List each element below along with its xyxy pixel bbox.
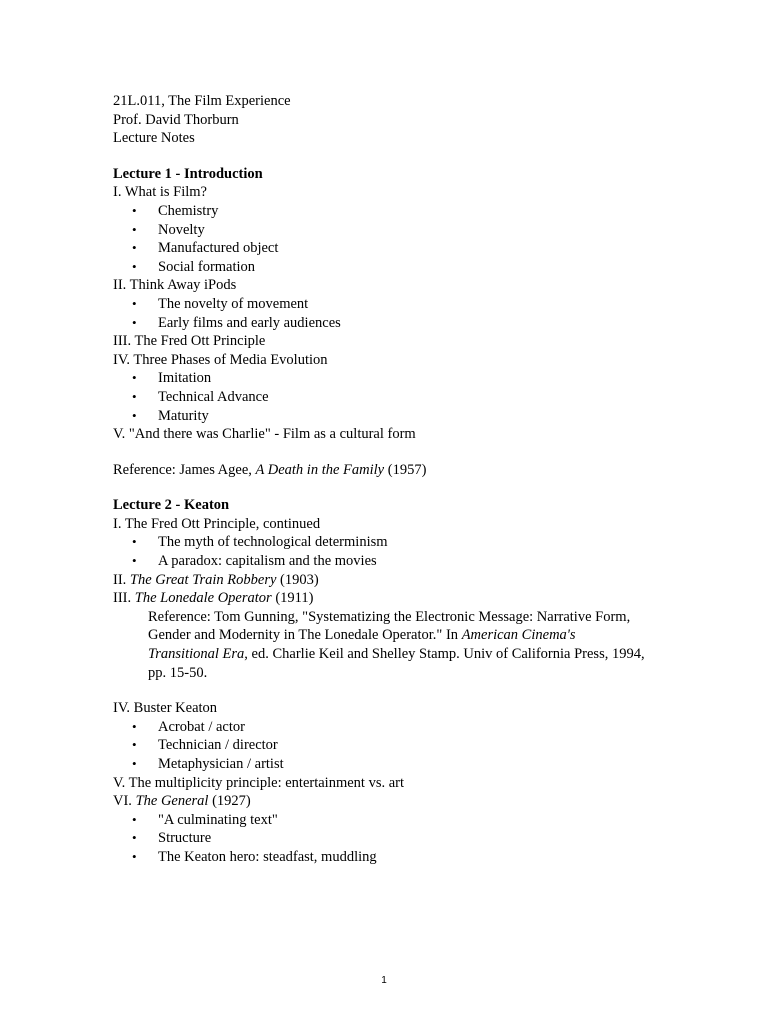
list-item: • Maturity: [132, 407, 209, 424]
bullet-icon: •: [132, 258, 137, 274]
bullet-icon: •: [132, 314, 137, 330]
list-item: • "A culminating text": [132, 811, 278, 828]
lecture-1-section-4: IV. Three Phases of Media Evolution: [113, 351, 328, 368]
bullet-icon: •: [132, 830, 137, 846]
list-item: • Metaphysician / artist: [132, 756, 284, 772]
document-content: [113, 92, 673, 867]
list-item: • Chemistry: [132, 202, 219, 219]
bullet-icon: •: [132, 240, 137, 256]
list-item: • A paradox: capitalism and the movies: [132, 553, 377, 570]
list-item: • Early films and early audiences: [132, 314, 341, 331]
bullet-icon: •: [132, 756, 137, 771]
bullet-icon: •: [132, 202, 137, 218]
bullet-icon: •: [132, 718, 137, 734]
list-item: • Imitation: [132, 370, 212, 387]
lecture-2-reference: Reference: Tom Gunning, "Systematizing the Electronic Message: Narrative Form, Gender and Modernity in The Lonedale Operator." In American Cinema's Transitional Era, ed. Charlie Keil and Shelley Stamp. Univ of California Press, 1994, pp. 15-50.: [148, 608, 645, 681]
bullet-icon: •: [132, 811, 137, 827]
lecture-1-section-5: V. "And there was Charlie" - Film as a cultural form: [113, 426, 416, 443]
course-title: 21L.011, The Film Experience: [113, 93, 291, 109]
lecture-1-section-2: II. Think Away iPods: [113, 277, 237, 294]
lecture-2-section-3: III. The Lonedale Operator (1911): [113, 590, 314, 607]
lecture-1-section-3: III. The Fred Ott Principle: [113, 333, 266, 350]
lecture-2-section-5: V. The multiplicity principle: entertainment vs. art: [113, 774, 405, 791]
bullet-icon: •: [132, 848, 137, 864]
list-item: • Technician / director: [132, 737, 278, 754]
lecture-2-heading: Lecture 2 - Keaton: [113, 497, 230, 514]
notes-label: Lecture Notes: [113, 130, 195, 147]
professor-name: Prof. David Thorburn: [113, 111, 239, 128]
lecture-1-heading: Lecture 1 - Introduction: [113, 165, 263, 182]
list-item: • Acrobat / actor: [132, 718, 245, 735]
bullet-icon: •: [132, 737, 137, 753]
bullet-icon: •: [132, 407, 137, 423]
bullet-icon: •: [132, 295, 137, 311]
list-item: • The novelty of movement: [132, 295, 309, 312]
bullet-icon: •: [132, 534, 137, 550]
bullet-icon: •: [132, 388, 137, 404]
list-item: • Manufactured object: [132, 240, 279, 257]
page-number: 1: [381, 975, 387, 986]
list-item: • Structure: [132, 830, 212, 847]
lecture-2-section-1: I. The Fred Ott Principle, continued: [113, 515, 321, 532]
lecture-1-section-1: I. What is Film?: [113, 184, 207, 201]
lecture-2-section-6: VI. The General (1927): [113, 793, 251, 810]
list-item: • Social formation: [132, 258, 256, 275]
lecture-2-section-4: IV. Buster Keaton: [113, 700, 218, 717]
list-item: • Novelty: [132, 221, 205, 238]
list-item: • Technical Advance: [132, 388, 269, 405]
lecture-2-section-2: II. The Great Train Robbery (1903): [113, 571, 319, 588]
lecture-1-reference: Reference: James Agee, A Death in the Family (1957): [113, 461, 427, 478]
bullet-icon: •: [132, 553, 137, 569]
bullet-icon: •: [132, 221, 137, 237]
list-item: • The Keaton hero: steadfast, muddling: [132, 848, 377, 865]
list-item: • The myth of technological determinism: [132, 534, 388, 551]
bullet-icon: •: [132, 370, 137, 386]
